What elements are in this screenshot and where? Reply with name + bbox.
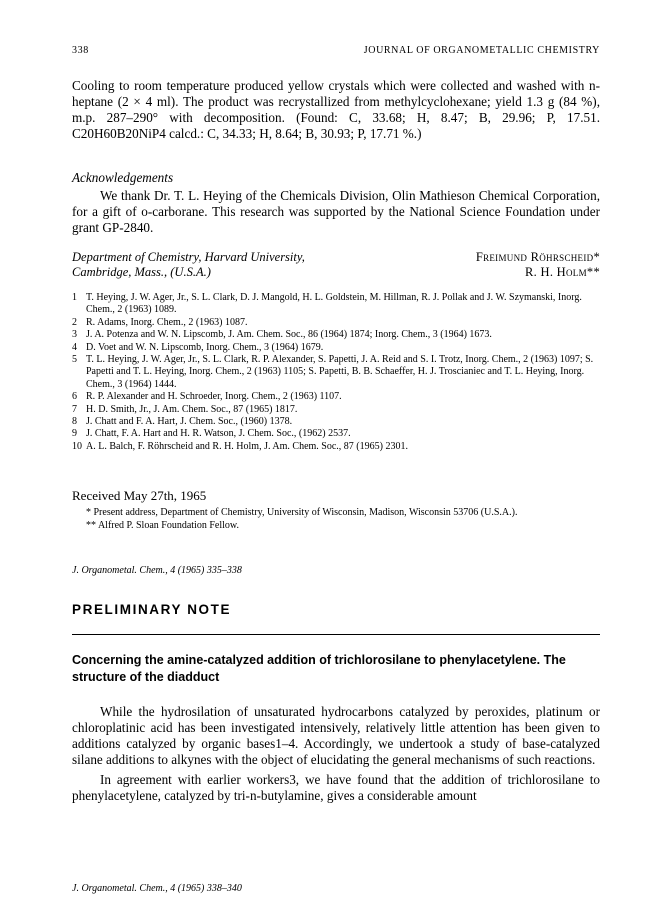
author-1: Freimund Röhrscheid* <box>475 250 600 264</box>
reference-number: 3 <box>72 329 77 341</box>
footnote-item: ** Alfred P. Sloan Foundation Fellow. <box>86 519 239 531</box>
affiliation-city: Cambridge, Mass., (U.S.A.) <box>72 265 211 279</box>
affiliation-block <box>72 250 600 280</box>
reference-text: T. L. Heying, J. W. Ager, Jr., S. L. Clark, R. P. Alexander, S. Papetti, J. A. Reid and S. I. Trotz, Inorg. Chem., 2 (1963) 1097; S. Papetti and T. L. Heying, Inorg. Chem., 2 (1963) 1105; S. Papetti, B. B. Schaeffer, H. J. Troscianiec and T. L. Heying, Inorg. Chem., 3 (1964) 1444. <box>86 354 594 390</box>
reference-item <box>72 329 600 341</box>
acknowledgements-text: We thank Dr. T. L. Heying of the Chemicals Division, Olin Mathieson Chemical Corporation, for a gift of o-carborane. This research was supported by the National Science Foundation under grant GP-2840. <box>72 188 600 235</box>
reference-number: 2 <box>72 316 77 328</box>
reference-item <box>72 292 600 317</box>
reference-text: A. L. Balch, F. Röhrscheid and R. H. Holm, J. Am. Chem. Soc., 87 (1965) 2301. <box>86 440 408 452</box>
reference-item <box>72 391 600 403</box>
bottom-citation: J. Organometal. Chem., 4 (1965) 338–340 <box>72 883 242 894</box>
reference-number: 8 <box>72 416 77 428</box>
reference-item <box>72 404 600 416</box>
reference-text: R. P. Alexander and H. Schroeder, Inorg. Chem., 2 (1963) 1107. <box>86 391 342 403</box>
reference-text: H. D. Smith, Jr., J. Am. Chem. Soc., 87 (1965) 1817. <box>86 403 298 415</box>
reference-item <box>72 354 600 391</box>
reference-number: 9 <box>72 428 77 440</box>
reference-item <box>72 416 600 428</box>
reference-number: 10 <box>72 440 82 452</box>
article-title: Concerning the amine-catalyzed addition of trichlorosilane to phenylacetylene. The structure of the diadduct <box>72 653 566 684</box>
page-number: 338 <box>72 45 89 56</box>
reference-number: 5 <box>72 354 77 366</box>
reference-text: T. Heying, J. W. Ager, Jr., S. L. Clark, D. J. Mangold, H. L. Goldstein, M. Hillman, R. J. Pollak and J. W. Szymanski, Inorg. Chem., 2 (1963) 1089. <box>86 292 582 316</box>
page-header <box>72 45 600 56</box>
acknowledgements-heading: Acknowledgements <box>72 170 174 185</box>
section-label: PRELIMINARY NOTE <box>72 602 232 617</box>
reference-item <box>72 428 600 440</box>
reference-item <box>72 441 600 453</box>
intro-paragraph: Cooling to room temperature produced yellow crystals which were collected and washed with n-heptane (2 × 4 ml). The product was recrystallized from methylcyclohexane; yield 1.3 g (84 %), m.p. 287–290° with decomposition. (Found: C, 33.68; H, 8.47; B, 29.96; P, 17.51. C20H60B20NiP4 calcd.: C, 34.33; H, 8.64; B, 30.93; P, 17.71 %.) <box>72 78 600 141</box>
reference-item <box>72 342 600 354</box>
reference-number: 7 <box>72 403 77 415</box>
reference-item <box>72 317 600 329</box>
author-2: R. H. Holm** <box>525 265 600 279</box>
reference-text: J. Chatt and F. A. Hart, J. Chem. Soc., (1960) 1378. <box>86 416 293 428</box>
reference-text: R. Adams, Inorg. Chem., 2 (1963) 1087. <box>86 316 248 328</box>
footnote-item: * Present address, Department of Chemistry, University of Wisconsin, Madison, Wisconsin 53706 (U.S.A.). <box>86 507 518 518</box>
reference-text: J. A. Potenza and W. N. Lipscomb, J. Am. Chem. Soc., 86 (1964) 1874; Inorg. Chem., 3 (1964) 1673. <box>86 329 492 341</box>
affiliation-dept: Department of Chemistry, Harvard University, <box>72 250 305 264</box>
reference-text: J. Chatt, F. A. Hart and H. R. Watson, J. Chem. Soc., (1962) 2537. <box>86 428 351 440</box>
reference-number: 6 <box>72 391 77 403</box>
article-paragraph: In agreement with earlier workers3, we have found that the addition of trichlorosilane to phenylacetylene, catalyzed by tri-n-butylamine, gives a considerable amount <box>72 772 600 803</box>
reference-text: D. Voet and W. N. Lipscomb, Inorg. Chem., 3 (1964) 1679. <box>86 341 324 353</box>
journal-title: JOURNAL OF ORGANOMETALLIC CHEMISTRY <box>363 45 600 56</box>
reference-number: 1 <box>72 292 77 303</box>
footnotes <box>72 507 600 532</box>
received-date: Received May 27th, 1965 <box>72 488 207 503</box>
article-paragraph: While the hydrosilation of unsaturated hydrocarbons catalyzed by peroxides, platinum or chloroplatinic acid has been investigated intensively, relatively little attention has been given to additions catalyzed by organic bases1–4. Accordingly, we undertook a study of base-catalyzed silane additions to alkynes with the object of elucidating the general mechanisms of such reactions. <box>72 704 600 767</box>
section-divider <box>72 634 600 635</box>
references-list <box>72 292 600 453</box>
journal-citation: J. Organometal. Chem., 4 (1965) 335–338 <box>72 565 242 576</box>
reference-number: 4 <box>72 341 77 353</box>
